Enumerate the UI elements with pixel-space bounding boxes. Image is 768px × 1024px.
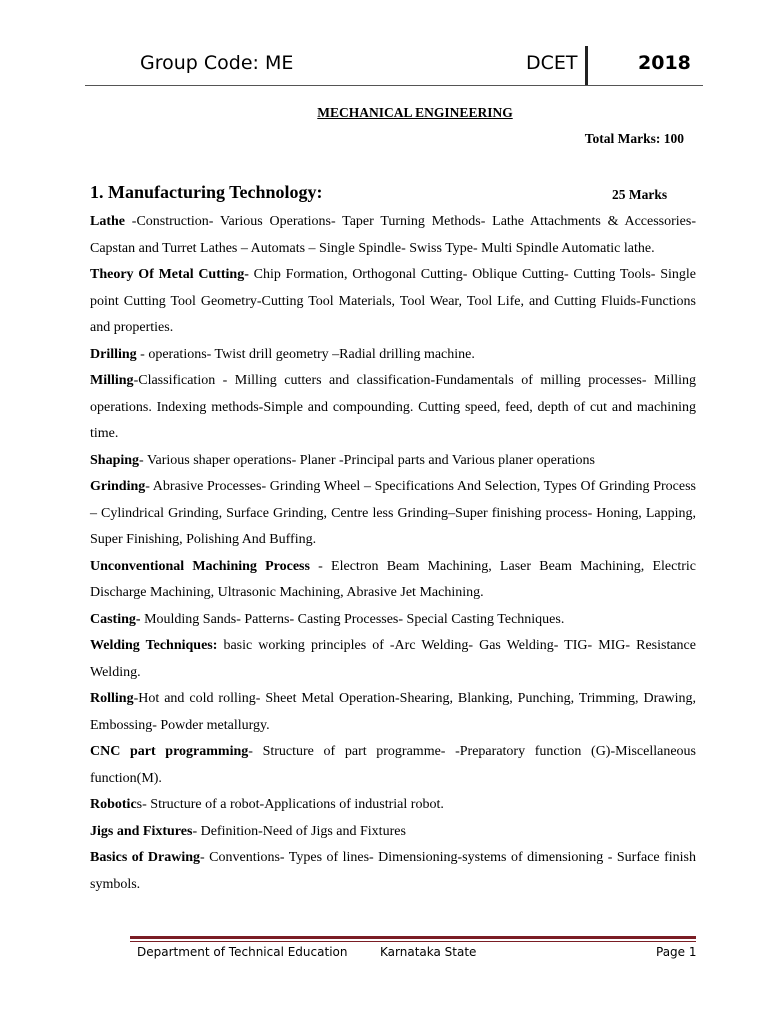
topic-paragraph <box>90 474 696 554</box>
section-title: 1. Manufacturing Technology: <box>90 182 323 202</box>
topic-paragraph <box>90 607 696 634</box>
topic-text: - Abrasive Processes- Grinding Wheel – Specifications And Selection, Types Of Grinding Process – Cylindrical Grinding, Surface Grinding, Centre less Grinding–Super finishing process- Honing, Lapping, Super Finishing, Polishing And Buffing. <box>90 479 696 547</box>
topic-paragraph <box>90 792 696 819</box>
section-marks: 25 Marks <box>612 187 668 202</box>
topic-name: Jigs and Fixtures <box>90 823 193 839</box>
topic-name: Lathe <box>90 214 125 229</box>
topic-text: Moulding Sands- Patterns- Casting Processes- Special Casting Techniques. <box>140 611 565 627</box>
topic-paragraph <box>90 262 696 342</box>
syllabus-body <box>90 209 696 898</box>
topic-name: Theory Of Metal Cutting- <box>90 267 249 282</box>
topic-name: Casting- <box>90 611 141 627</box>
topic-text: - Electron Beam Machining, Laser Beam Machining, Electric Discharge Machining, Ultrasonic Machining, Abrasive Jet Machining. <box>90 558 696 600</box>
exam-name: DCET <box>526 52 578 74</box>
topic-text: s- Structure of a robot-Applications of industrial robot. <box>136 797 444 812</box>
topic-paragraph <box>90 554 696 607</box>
total-marks: Total Marks: 100 <box>584 131 684 146</box>
topic-text: -Construction- Various Operations- Taper Turning Methods- Lathe Attachments & Accessories- Capstan and Turret Lathes – Automats – Single Spindle- Swiss Type- Multi Spindle Automatic lathe. <box>90 214 696 256</box>
topic-name: CNC part programming <box>90 744 249 759</box>
topic-text: Chip Formation, Orthogonal Cutting- Oblique Cutting- Cutting Tools- Single point Cutting Tool Geometry-Cutting Tool Materials, Tool Wear, Tool Life, and Cutting Fluids-Functions and properties. <box>90 267 696 335</box>
footer-department: Department of Technical Education <box>137 945 348 959</box>
topic-text: - Conventions- Types of lines- Dimensioning-systems of dimensioning - Surface finish symbols. <box>90 850 696 892</box>
topic-text: - Definition-Need of Jigs and Fixtures <box>192 823 406 839</box>
topic-paragraph <box>90 845 696 898</box>
topic-paragraph <box>90 368 696 448</box>
topic-paragraph <box>90 342 696 369</box>
topic-name: Milling <box>90 373 134 388</box>
page-header <box>85 42 703 86</box>
footer-rule <box>130 936 696 939</box>
topic-text: - operations- Twist drill geometry –Radial drilling machine. <box>136 346 475 362</box>
page-number: Page 1 <box>656 945 697 959</box>
topic-text: - Structure of part programme- -Preparatory function (G)-Miscellaneous function(M). <box>90 744 696 786</box>
header-divider <box>585 46 588 86</box>
topic-paragraph <box>90 209 696 262</box>
exam-year: 2018 <box>638 52 691 74</box>
footer-rule-thin <box>130 941 696 942</box>
topic-text: - Various shaper operations- Planer -Principal parts and Various planer operations <box>139 452 595 468</box>
topic-name: Drilling <box>90 346 137 362</box>
header-rule <box>85 85 703 86</box>
topic-text: basic working principles of -Arc Welding- Gas Welding- TIG- MIG- Resistance Welding. <box>90 638 696 680</box>
topic-paragraph <box>90 448 696 475</box>
footer-state: Karnataka State <box>380 945 477 959</box>
topic-name: Shaping <box>90 452 140 468</box>
topic-paragraph <box>90 819 696 846</box>
group-code: Group Code: ME <box>140 52 294 74</box>
topic-name: Rolling <box>90 691 134 706</box>
topic-paragraph <box>90 633 696 686</box>
topic-text: -Classification - Milling cutters and classification-Fundamentals of milling processes- Milling operations. Indexing methods-Simple and compounding. Cutting speed, feed, depth of cut and machining time. <box>90 373 696 441</box>
topic-text: -Hot and cold rolling- Sheet Metal Operation-Shearing, Blanking, Punching, Trimming, Drawing, Embossing- Powder metallurgy. <box>90 691 696 733</box>
topic-paragraph <box>90 739 696 792</box>
topic-name: Robotic <box>90 797 137 812</box>
topic-paragraph <box>90 686 696 739</box>
topic-name: Basics of Drawing <box>90 850 201 865</box>
topic-name: Unconventional Machining Process <box>90 558 310 574</box>
subject-title: MECHANICAL ENGINEERING <box>317 105 513 120</box>
topic-name: Grinding <box>90 479 146 494</box>
topic-name: Welding Techniques: <box>90 638 218 653</box>
